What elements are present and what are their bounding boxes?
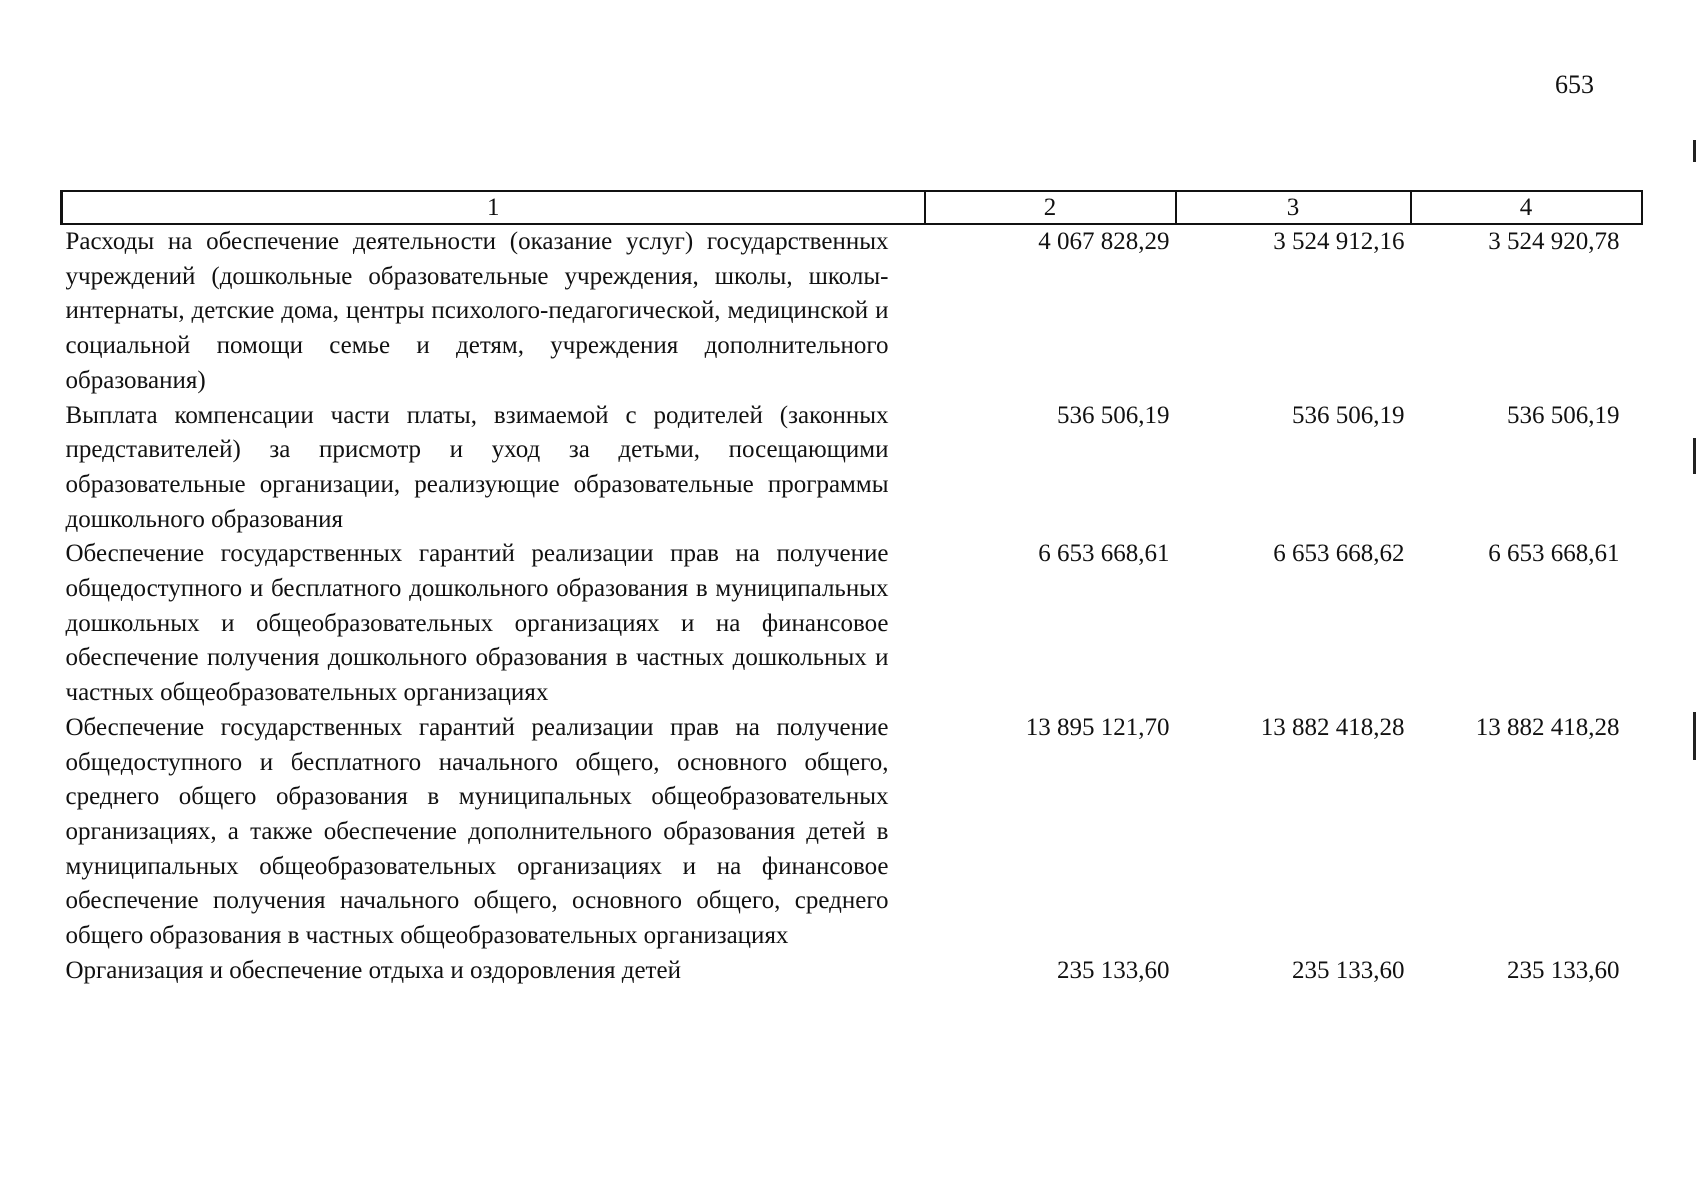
row-value-col4: 536 506,19 [1507, 401, 1620, 429]
column-header-3: 3 [1176, 191, 1411, 224]
page-number: 653 [1555, 70, 1594, 99]
row-value-col3: 6 653 668,62 [1273, 540, 1405, 568]
table-row [62, 954, 1642, 989]
row-value-col3: 536 506,19 [1292, 401, 1405, 429]
table-row [62, 399, 1642, 538]
row-value-col2: 536 506,19 [1057, 401, 1170, 429]
row-value-col3: 235 133,60 [1292, 956, 1405, 984]
row-value-col2: 6 653 668,61 [1038, 540, 1170, 568]
row-description: Организация и обеспечение отдыха и оздоровления детей [65, 956, 681, 984]
table-header-row [62, 191, 1642, 224]
column-header-4: 4 [1411, 191, 1642, 224]
table-row [62, 711, 1642, 954]
row-value-col4: 13 882 418,28 [1475, 713, 1620, 741]
row-value-col4: 235 133,60 [1507, 956, 1620, 984]
row-value-col2: 4 067 828,29 [1038, 228, 1170, 255]
budget-table [60, 190, 1643, 988]
row-value-col2: 235 133,60 [1057, 956, 1170, 984]
row-description: Обеспечение государственных гарантий реализации прав на получение общедоступного и бесплатного начального общего, основного общего, среднего общего образования в муниципальных общеобразовательных организациях, а также обеспечение дополнительного образования детей в муниципальных общеобразовательных организациях и на финансовое обеспечение получения начального общего, основного общего, среднего общего образования в частных общеобразовательных организациях [65, 713, 889, 950]
table-row [62, 224, 1642, 399]
column-header-1: 1 [62, 191, 925, 224]
table-row [62, 537, 1642, 711]
row-description: Выплата компенсации части платы, взимаемой с родителей (законных представителей) за присмотр и уход за детьми, посещающими образовательные организации, реализующие образовательные программы дошкольного образования [65, 401, 889, 533]
row-description: Обеспечение государственных гарантий реализации прав на получение общедоступного и бесплатного дошкольного образования в муниципальных дошкольных и общеобразовательных организациях и на финансовое обеспечение получения дошкольного образования в частных дошкольных и частных общеобразовательных организациях [65, 540, 889, 707]
row-value-col3: 3 524 912,16 [1273, 228, 1405, 255]
row-description: Расходы на обеспечение деятельности (оказание услуг) государственных учреждений (дошкольные образовательные учреждения, школы, школы-интернаты, детские дома, центры психолого-педагогической, медицинской и социальной помощи семье и детям, учреждения дополнительного образования) [65, 228, 889, 394]
row-value-col4: 3 524 920,78 [1488, 228, 1620, 255]
row-value-col4: 6 653 668,61 [1488, 540, 1620, 568]
row-value-col3: 13 882 418,28 [1260, 713, 1405, 741]
column-header-2: 2 [925, 191, 1176, 224]
row-value-col2: 13 895 121,70 [1025, 713, 1170, 741]
